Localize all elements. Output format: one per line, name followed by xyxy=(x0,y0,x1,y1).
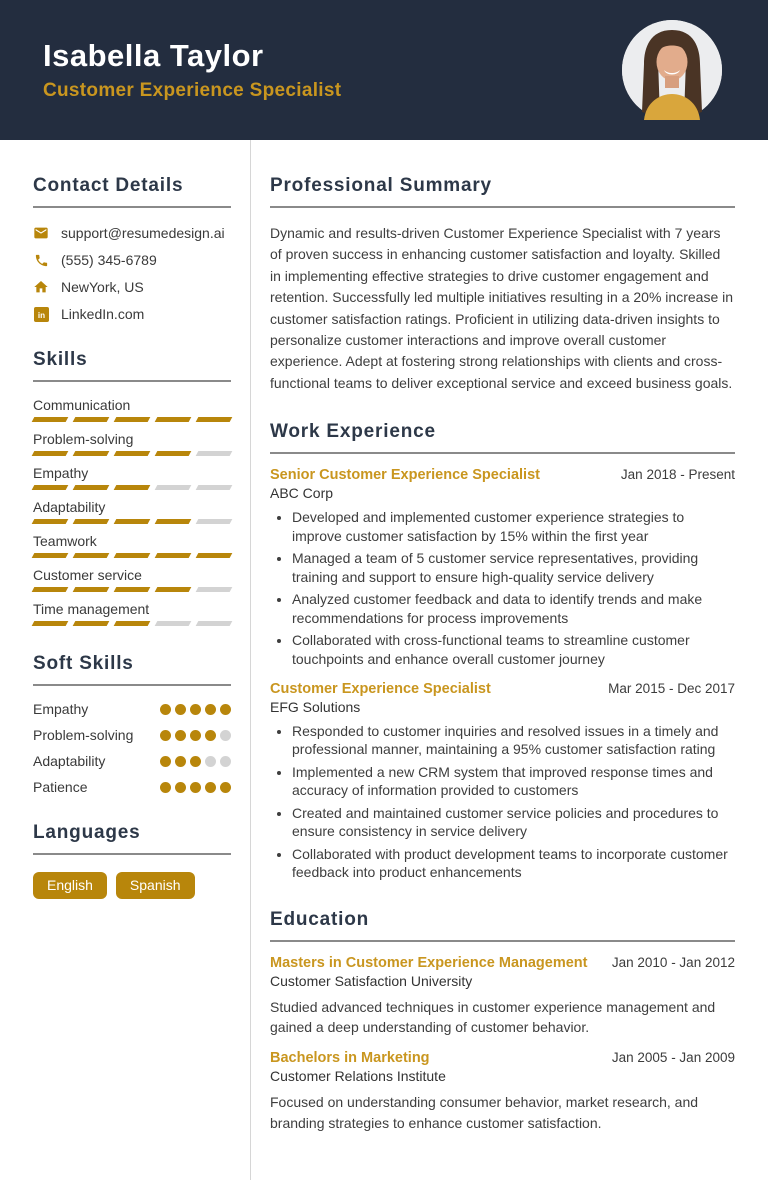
skill-rating-bar xyxy=(33,451,231,456)
soft-skill-rating-dots xyxy=(160,756,231,767)
rating-dot xyxy=(220,756,231,767)
soft-skill-rating-dots xyxy=(160,704,231,715)
skill-row xyxy=(33,601,231,626)
rating-dot xyxy=(190,756,201,767)
rating-dot xyxy=(175,704,186,715)
soft-skill-label: Adaptability xyxy=(33,753,106,769)
skill-bar-segment xyxy=(32,417,69,422)
skill-label: Time management xyxy=(33,601,150,617)
language-badge: English xyxy=(33,872,107,899)
skill-bar-segment xyxy=(32,587,69,592)
profile-photo xyxy=(622,20,722,120)
languages-heading: Languages xyxy=(33,822,231,855)
skill-label: Communication xyxy=(33,397,131,413)
languages-list xyxy=(33,872,231,899)
work-heading: Work Experience xyxy=(270,421,735,454)
degree-school: Customer Relations Institute xyxy=(270,1068,446,1085)
skill-bar-segment xyxy=(73,621,110,626)
skill-rating-bar xyxy=(33,587,231,592)
person-name: Isabella Taylor xyxy=(43,38,264,74)
rating-dot xyxy=(220,730,231,741)
skill-label: Customer service xyxy=(33,567,142,583)
skill-row xyxy=(33,567,231,592)
soft-skill-row xyxy=(33,753,231,769)
skills-list xyxy=(33,397,231,626)
content-columns xyxy=(0,140,768,1180)
degree-title: Masters in Customer Experience Management xyxy=(270,954,588,971)
job-entry xyxy=(270,681,735,882)
skill-bar-segment xyxy=(114,417,151,422)
skill-bar-segment xyxy=(114,485,151,490)
soft-skills-heading: Soft Skills xyxy=(33,653,231,686)
phone-icon xyxy=(33,252,49,268)
job-company: EFG Solutions xyxy=(270,699,361,715)
job-bullet: • Developed and implemented customer experience strategies to improve customer satisfaction by 15% within the first year xyxy=(292,508,735,545)
profile-photo-illustration xyxy=(622,20,722,120)
degree-header xyxy=(270,1050,735,1066)
skill-bar-segment xyxy=(196,553,233,558)
summary-heading: Professional Summary xyxy=(270,175,735,208)
job-bullet: • Collaborated with product development teams to incorporate customer feedback into product enhancements xyxy=(292,845,735,882)
soft-skill-row xyxy=(33,701,231,717)
soft-skill-label: Patience xyxy=(33,779,88,795)
home-icon xyxy=(33,279,49,295)
soft-skill-row xyxy=(33,779,231,795)
skill-row xyxy=(33,533,231,558)
job-bullet: • Created and maintained customer service policies and procedures to ensure consistency in service delivery xyxy=(292,804,735,841)
skill-bar-segment xyxy=(155,587,192,592)
soft-skill-rating-dots xyxy=(160,782,231,793)
rating-dot xyxy=(160,756,171,767)
skill-bar-segment xyxy=(155,553,192,558)
contact-item-text: LinkedIn.com xyxy=(61,306,145,322)
skill-bar-segment xyxy=(114,451,151,456)
skill-bar-segment xyxy=(32,451,69,456)
degree-dates: Jan 2010 - Jan 2012 xyxy=(611,954,735,970)
skill-bar-segment xyxy=(196,519,233,524)
job-entry xyxy=(270,467,735,668)
skill-row xyxy=(33,465,231,490)
skill-rating-bar xyxy=(33,621,231,626)
skill-bar-segment xyxy=(73,587,110,592)
job-header xyxy=(270,681,735,697)
main-column xyxy=(251,140,768,1180)
contact-heading: Contact Details xyxy=(33,175,231,208)
job-bullet: • Managed a team of 5 customer service representatives, providing training and support to ensure high-quality service delivery xyxy=(292,549,735,586)
skill-label: Teamwork xyxy=(33,533,97,549)
skill-bar-segment xyxy=(155,621,192,626)
skill-bar-segment xyxy=(155,451,192,456)
job-bullet: • Collaborated with cross-functional teams to streamline customer touchpoints and enhance overall customer journey xyxy=(292,631,735,668)
job-bullet: • Responded to customer inquiries and resolved issues in a timely and professional manner, maintaining a 95% customer satisfaction rating xyxy=(292,722,735,759)
skill-bar-segment xyxy=(73,485,110,490)
sidebar xyxy=(0,140,251,1180)
skill-label: Adaptability xyxy=(33,499,106,515)
language-badge: Spanish xyxy=(116,872,195,899)
skill-rating-bar xyxy=(33,485,231,490)
soft-skill-label: Empathy xyxy=(33,701,89,717)
contact-section xyxy=(33,175,231,322)
jobs-list xyxy=(270,467,735,882)
skill-bar-segment xyxy=(196,621,233,626)
skill-bar-segment xyxy=(32,553,69,558)
soft-skill-label: Problem-solving xyxy=(33,727,134,743)
contact-list xyxy=(33,225,231,322)
degree-entry xyxy=(270,1050,735,1133)
soft-skills-section xyxy=(33,653,231,795)
contact-item-text: (555) 345-6789 xyxy=(61,252,157,268)
job-company: ABC Corp xyxy=(270,485,334,502)
contact-item xyxy=(33,225,231,241)
degree-title: Bachelors in Marketing xyxy=(270,1050,430,1067)
job-bullet-list xyxy=(292,722,735,882)
skill-rating-bar xyxy=(33,553,231,558)
summary-text: Dynamic and results-driven Customer Experience Specialist with 7 years of proven success in enhancing customer satisfaction and loyalty. Skilled in implementing effective strategies to drive customer engagement and retention. Successfully led multiple initiatives resulting in a 20% increase in customer satisfaction ratings. Proficient in utilizing data-driven insights to personalize customer interactions and improve overall customer experience. Adept at fostering strong relationships with clients and cross-functional teams to deliver exceptional service and exceed business goals. xyxy=(270,225,734,391)
soft-skill-rating-dots xyxy=(160,730,231,741)
degree-description: Studied advanced techniques in customer experience management and gained a deep understanding of customer behavior. xyxy=(270,998,716,1036)
degrees-list xyxy=(270,955,735,1133)
rating-dot xyxy=(160,782,171,793)
contact-item xyxy=(33,306,231,322)
skill-label: Empathy xyxy=(33,465,89,481)
education-section xyxy=(270,909,735,1133)
contact-item-text: NewYork, US xyxy=(61,279,144,295)
degree-header xyxy=(270,955,735,971)
degree-description: Focused on understanding consumer behavior, market research, and branding strategies to enhance customer satisfaction. xyxy=(270,1094,699,1131)
contact-item xyxy=(33,252,231,268)
skill-bar-segment xyxy=(196,417,233,422)
skill-row xyxy=(33,431,231,456)
skill-row xyxy=(33,397,231,422)
person-title: Customer Experience Specialist xyxy=(43,79,342,101)
summary-section xyxy=(270,175,735,394)
skill-bar-segment xyxy=(196,485,233,490)
email-icon xyxy=(33,225,49,241)
job-dates: Mar 2015 - Dec 2017 xyxy=(608,681,735,696)
work-section xyxy=(270,421,735,882)
skill-bar-segment xyxy=(196,451,233,456)
rating-dot xyxy=(175,782,186,793)
rating-dot xyxy=(190,730,201,741)
rating-dot xyxy=(220,782,231,793)
degree-school: Customer Satisfaction University xyxy=(270,972,473,989)
job-header xyxy=(270,467,735,483)
contact-item xyxy=(33,279,231,295)
skill-bar-segment xyxy=(155,485,192,490)
education-heading: Education xyxy=(270,909,735,942)
linkedin-icon xyxy=(33,306,49,322)
skill-rating-bar xyxy=(33,417,231,422)
rating-dot xyxy=(190,704,201,715)
skill-bar-segment xyxy=(155,519,192,524)
job-bullet-list xyxy=(292,508,735,668)
skill-bar-segment xyxy=(114,553,151,558)
rating-dot xyxy=(190,782,201,793)
contact-item-text: support@resumedesign.ai xyxy=(61,225,225,241)
job-bullet: • Analyzed customer feedback and data to identify trends and make recommendations for process improvements xyxy=(292,590,735,627)
skill-rating-bar xyxy=(33,519,231,524)
skill-bar-segment xyxy=(73,417,110,422)
header xyxy=(0,0,768,140)
skill-bar-segment xyxy=(32,519,69,524)
rating-dot xyxy=(160,730,171,741)
job-title: Customer Experience Specialist xyxy=(270,681,491,697)
rating-dot xyxy=(160,704,171,715)
soft-skill-row xyxy=(33,727,231,743)
rating-dot xyxy=(205,782,216,793)
header-text xyxy=(43,38,341,102)
job-bullet: • Implemented a new CRM system that improved response times and accuracy of information provided to customers xyxy=(292,763,735,800)
soft-skills-list xyxy=(33,701,231,795)
degree-entry xyxy=(270,955,735,1038)
rating-dot xyxy=(220,704,231,715)
job-dates: Jan 2018 - Present xyxy=(620,467,735,483)
skill-bar-segment xyxy=(73,553,110,558)
rating-dot xyxy=(205,730,216,741)
job-title: Senior Customer Experience Specialist xyxy=(270,467,540,484)
skills-heading: Skills xyxy=(33,349,231,382)
skill-label: Problem-solving xyxy=(33,431,134,447)
rating-dot xyxy=(205,704,216,715)
skill-bar-segment xyxy=(114,587,151,592)
languages-section xyxy=(33,822,231,899)
skill-bar-segment xyxy=(32,621,69,626)
skill-bar-segment xyxy=(196,587,233,592)
degree-dates: Jan 2005 - Jan 2009 xyxy=(611,1050,735,1066)
skill-bar-segment xyxy=(73,519,110,524)
skill-row xyxy=(33,499,231,524)
rating-dot xyxy=(175,730,186,741)
rating-dot xyxy=(175,756,186,767)
skill-bar-segment xyxy=(114,621,151,626)
skill-bar-segment xyxy=(73,451,110,456)
skill-bar-segment xyxy=(32,485,69,490)
rating-dot xyxy=(205,756,216,767)
skill-bar-segment xyxy=(155,417,192,422)
svg-text:in: in xyxy=(37,310,45,320)
skill-bar-segment xyxy=(114,519,151,524)
skills-section xyxy=(33,349,231,626)
